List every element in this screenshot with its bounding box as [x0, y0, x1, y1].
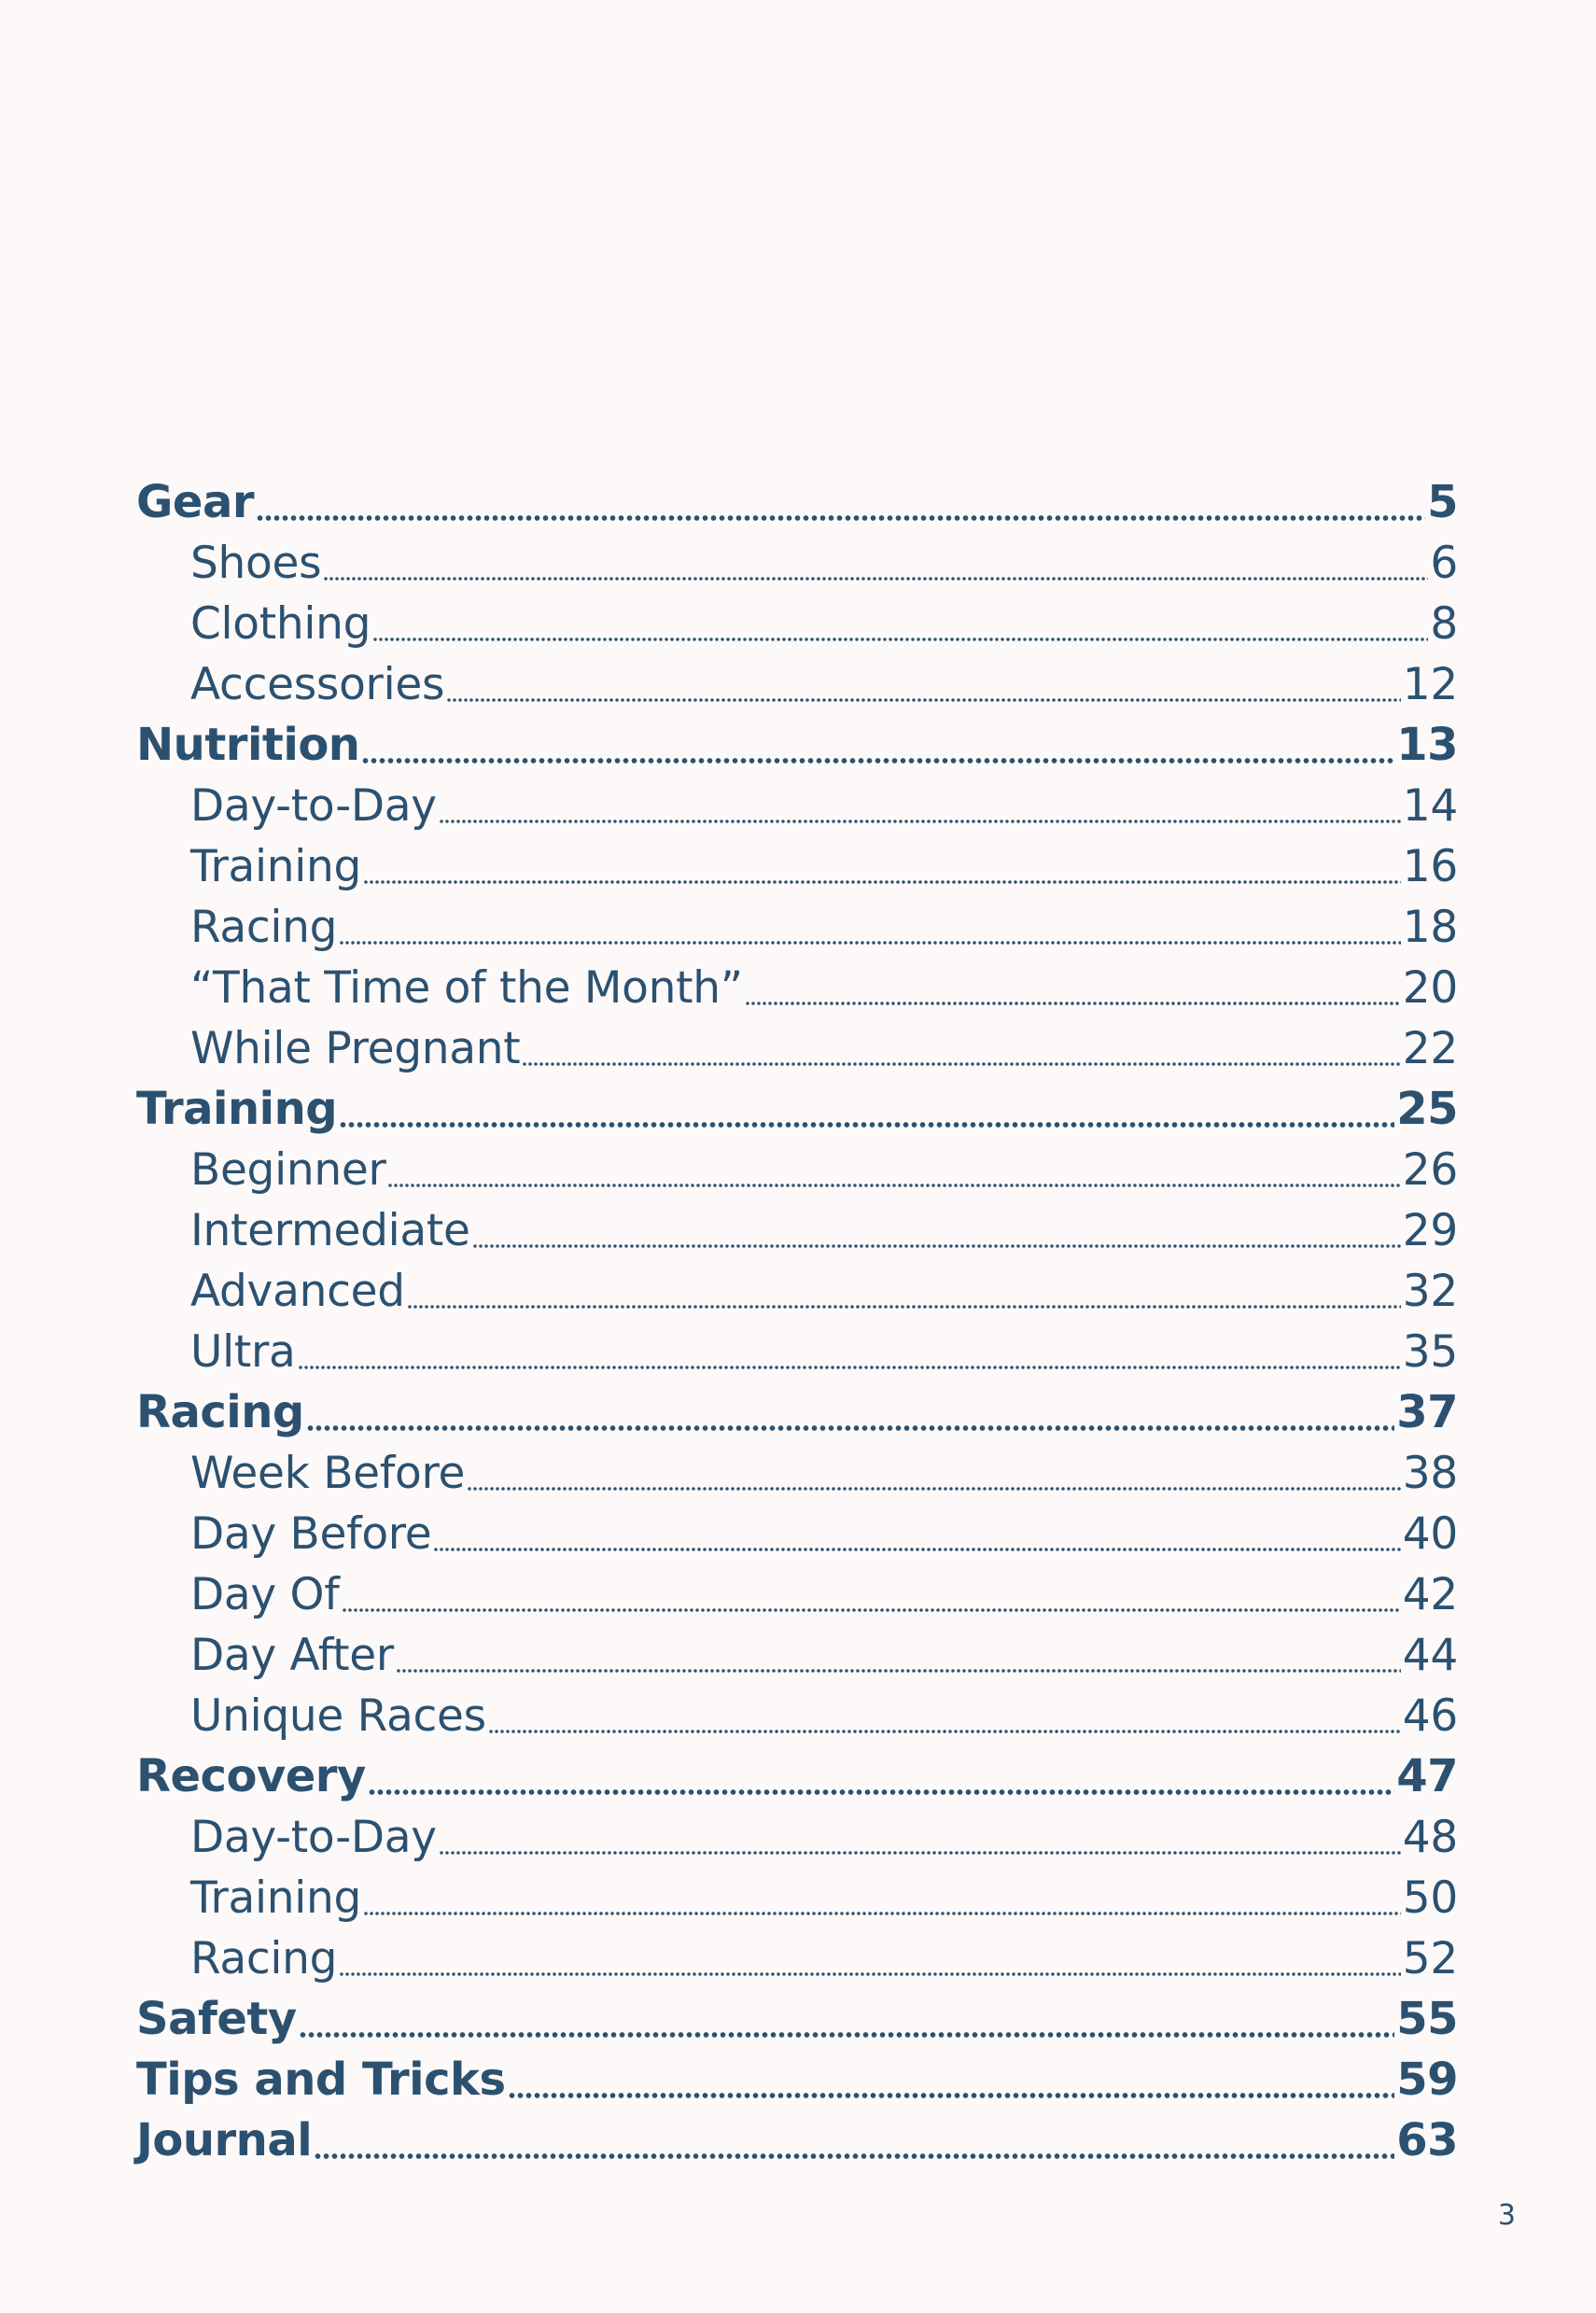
toc-entry-page-number: 16	[1402, 841, 1458, 892]
toc-entry-title: While Pregnant	[190, 1023, 521, 1074]
toc-entry-title: Racing	[190, 1933, 338, 1984]
toc-subsection-entry	[136, 1261, 1458, 1322]
toc-entry-title: Racing	[136, 1386, 304, 1438]
toc-entry-page-number: 47	[1396, 1750, 1458, 1802]
toc-entry-title: Day-to-Day	[190, 1812, 437, 1863]
toc-entry-title: Intermediate	[190, 1205, 470, 1256]
toc-subsection-entry	[136, 1625, 1458, 1686]
toc-entry-title: Accessories	[190, 659, 445, 710]
toc-section-entry	[136, 2050, 1458, 2110]
dot-leader	[361, 754, 1394, 767]
toc-entry-page-number: 12	[1402, 659, 1458, 710]
toc-subsection-entry	[136, 594, 1458, 654]
toc-entry-page-number: 13	[1396, 719, 1458, 771]
toc-entry-title: Week Before	[190, 1448, 466, 1499]
toc-subsection-entry	[136, 1928, 1458, 1989]
toc-entry-page-number: 35	[1402, 1326, 1458, 1378]
dot-leader	[363, 876, 1401, 889]
toc-entry-page-number: 46	[1402, 1690, 1458, 1742]
toc-entry-page-number: 48	[1402, 1812, 1458, 1863]
dot-leader	[363, 1907, 1401, 1920]
toc-subsection-entry	[136, 1140, 1458, 1200]
dot-leader	[488, 1725, 1401, 1738]
toc-subsection-entry	[136, 836, 1458, 897]
dot-leader	[472, 1240, 1401, 1253]
toc-section-entry	[136, 1382, 1458, 1443]
toc-entry-page-number: 18	[1402, 902, 1458, 953]
toc-entry-title: Ultra	[190, 1326, 296, 1378]
dot-leader	[508, 2089, 1395, 2102]
toc-subsection-entry	[136, 958, 1458, 1018]
toc-subsection-entry	[136, 776, 1458, 836]
dot-leader	[342, 1604, 1401, 1617]
toc-entry-page-number: 44	[1402, 1630, 1458, 1681]
toc-entry-page-number: 25	[1396, 1083, 1458, 1135]
dot-leader	[298, 1361, 1401, 1374]
toc-entry-title: Day-to-Day	[190, 780, 437, 832]
toc-entry-page-number: 55	[1396, 1993, 1458, 2045]
toc-entry-title: Nutrition	[136, 719, 360, 771]
toc-entry-title: Training	[190, 841, 362, 892]
dot-leader	[439, 815, 1401, 828]
toc-subsection-entry	[136, 1200, 1458, 1261]
dot-leader	[339, 936, 1401, 949]
toc-entry-page-number: 42	[1402, 1569, 1458, 1620]
toc-entry-page-number: 32	[1402, 1266, 1458, 1317]
toc-entry-page-number: 26	[1402, 1144, 1458, 1196]
toc-section-entry	[136, 2110, 1458, 2171]
dot-leader	[339, 1968, 1401, 1981]
dot-leader	[368, 1786, 1394, 1799]
toc-entry-page-number: 5	[1427, 476, 1458, 528]
dot-leader	[396, 1664, 1401, 1677]
toc-entry-page-number: 20	[1402, 962, 1458, 1014]
toc-subsection-entry	[136, 1322, 1458, 1382]
toc-entry-title: Recovery	[136, 1750, 366, 1802]
toc-entry-page-number: 38	[1402, 1448, 1458, 1499]
toc-subsection-entry	[136, 654, 1458, 715]
toc-section-entry	[136, 1989, 1458, 2050]
dot-leader	[433, 1543, 1400, 1556]
dot-leader	[522, 1058, 1400, 1071]
toc-entry-title: Safety	[136, 1993, 297, 2045]
toc-section-entry	[136, 715, 1458, 776]
toc-subsection-entry	[136, 1504, 1458, 1564]
toc-section-entry	[136, 472, 1458, 533]
dot-leader	[256, 512, 1425, 525]
toc-entry-title: Advanced	[190, 1266, 405, 1317]
toc-entry-title: Training	[190, 1872, 362, 1924]
toc-entry-page-number: 40	[1402, 1508, 1458, 1560]
toc-entry-title: Shoes	[190, 538, 322, 589]
toc-entry-title: Unique Races	[190, 1690, 486, 1742]
toc-entry-page-number: 50	[1402, 1872, 1458, 1924]
toc-entry-page-number: 6	[1430, 538, 1458, 589]
toc-subsection-entry	[136, 1443, 1458, 1504]
toc-entry-title: Tips and Tricks	[136, 2054, 506, 2106]
toc-section-entry	[136, 1746, 1458, 1807]
dot-leader	[323, 572, 1428, 585]
toc-entry-page-number: 29	[1402, 1205, 1458, 1256]
dot-leader	[446, 694, 1401, 707]
dot-leader	[314, 2150, 1394, 2163]
dot-leader	[439, 1846, 1401, 1859]
toc-entry-page-number: 52	[1402, 1933, 1458, 1984]
toc-subsection-entry	[136, 1807, 1458, 1868]
dot-leader	[387, 1179, 1400, 1192]
dot-leader	[745, 997, 1401, 1010]
toc-subsection-entry	[136, 1018, 1458, 1079]
toc-entry-title: Clothing	[190, 598, 371, 650]
dot-leader	[339, 1118, 1394, 1131]
toc-entry-page-number: 63	[1396, 2114, 1458, 2166]
toc-entry-title: Beginner	[190, 1144, 386, 1196]
toc-entry-title: Day Of	[190, 1569, 340, 1620]
dot-leader	[467, 1482, 1401, 1495]
toc-entry-page-number: 37	[1396, 1386, 1458, 1438]
toc-subsection-entry	[136, 533, 1458, 594]
toc-entry-page-number: 59	[1396, 2054, 1458, 2106]
page-number: 3	[1497, 2199, 1516, 2232]
toc-entry-page-number: 14	[1402, 780, 1458, 832]
toc-entry-title: Training	[136, 1083, 338, 1135]
dot-leader	[372, 633, 1428, 646]
toc-subsection-entry	[136, 1686, 1458, 1746]
toc-subsection-entry	[136, 1564, 1458, 1625]
dot-leader	[306, 1422, 1394, 1435]
toc-entry-title: Gear	[136, 476, 255, 528]
toc-entry-title: Day After	[190, 1630, 394, 1681]
dot-leader	[407, 1300, 1401, 1313]
toc-subsection-entry	[136, 897, 1458, 958]
toc-entry-title: “That Time of the Month”	[190, 962, 743, 1014]
toc-subsection-entry	[136, 1868, 1458, 1928]
toc-entry-title: Journal	[136, 2114, 313, 2166]
toc-entry-page-number: 8	[1430, 598, 1458, 650]
toc-entry-page-number: 22	[1402, 1023, 1458, 1074]
toc-entry-title: Day Before	[190, 1508, 432, 1560]
toc-entry-title: Racing	[190, 902, 338, 953]
toc-section-entry	[136, 1079, 1458, 1140]
dot-leader	[299, 2028, 1395, 2041]
table-of-contents	[136, 472, 1458, 2171]
